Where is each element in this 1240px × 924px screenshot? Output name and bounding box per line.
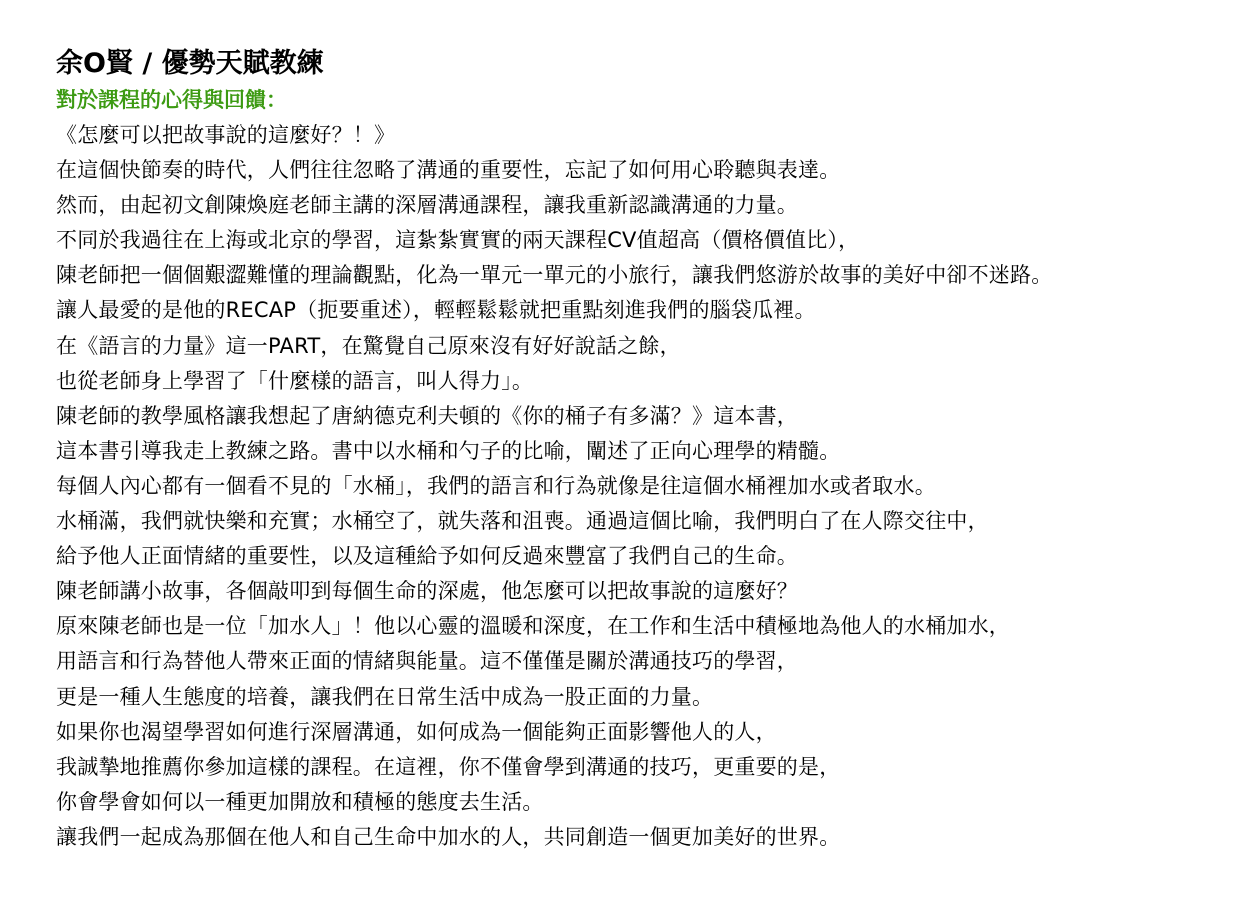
testimonial-line: 用語言和行為替他人帶來正面的情緒與能量。這不僅僅是關於溝通技巧的學習， (56, 649, 798, 674)
testimonial-line: 原來陳老師也是一位「加水人」！他以心靈的溫暖和深度，在工作和生活中積極地為他人的水桶加水， (56, 614, 1010, 639)
testimonial-document (56, 44, 1236, 855)
testimonial-line: 你會學會如何以一種更加開放和積極的態度去生活。 (56, 789, 544, 814)
testimonial-line: 讓人最愛的是他的RECAP（扼要重述），輕輕鬆鬆就把重點刻進我們的腦袋瓜裡。 (56, 298, 816, 323)
testimonial-body (56, 118, 1236, 855)
testimonial-line: 水桶滿，我們就快樂和充實；水桶空了，就失落和沮喪。通過這個比喻，我們明白了在人際交往中， (56, 509, 989, 534)
testimonial-line: 讓我們一起成為那個在他人和自己生命中加水的人，共同創造一個更加美好的世界。 (56, 824, 841, 849)
testimonial-line: 然而，由起初文創陳煥庭老師主講的深層溝通課程，讓我重新認識溝通的力量。 (56, 193, 798, 218)
testimonial-line: 在《語言的力量》這一PART，在驚覺自己原來沒有好好說話之餘， (56, 333, 681, 358)
testimonial-line: 陳老師把一個個艱澀難懂的理論觀點，化為一單元一單元的小旅行，讓我們悠游於故事的美好中卻不迷路。 (56, 263, 1053, 288)
testimonial-line: 這本書引導我走上教練之路。書中以水桶和勺子的比喻，闡述了正向心理學的精髓。 (56, 438, 841, 463)
testimonial-line: 也從老師身上學習了「什麼樣的語言，叫人得力」。 (56, 368, 534, 393)
testimonial-line: 更是一種人生態度的培養，讓我們在日常生活中成為一股正面的力量。 (56, 684, 714, 709)
testimonial-line: 陳老師的教學風格讓我想起了唐納德克利夫頓的《你的桶子有多滿？》這本書， (56, 403, 798, 428)
testimonial-line: 我誠摯地推薦你參加這樣的課程。在這裡，你不僅會學到溝通的技巧，更重要的是， (56, 754, 841, 779)
testimonial-line: 每個人內心都有一個看不見的「水桶」，我們的語言和行為就像是往這個水桶裡加水或者取水。 (56, 473, 936, 498)
feedback-section-title: 對於課程的心得與回饋： (56, 87, 287, 112)
testimonial-line: 給予他人正面情緒的重要性，以及這種給予如何反過來豐富了我們自己的生命。 (56, 544, 798, 569)
testimonial-line: 如果你也渴望學習如何進行深層溝通，如何成為一個能夠正面影響他人的人， (56, 719, 777, 744)
testimonial-line: 《怎麼可以把故事說的這麼好？！》 (56, 123, 396, 147)
testimonial-line: 在這個快節奏的時代，人們往往忽略了溝通的重要性，忘記了如何用心聆聽與表達。 (56, 158, 841, 183)
testimonial-line: 不同於我過往在上海或北京的學習，這紮紮實實的兩天課程CV值超高（價格價值比）， (56, 228, 860, 253)
testimonial-line: 陳老師講小故事，各個敲叩到每個生命的深處，他怎麼可以把故事說的這麼好？ (56, 579, 798, 604)
author-name-title: 余O賢 / 優勢天賦教練 (56, 48, 324, 79)
